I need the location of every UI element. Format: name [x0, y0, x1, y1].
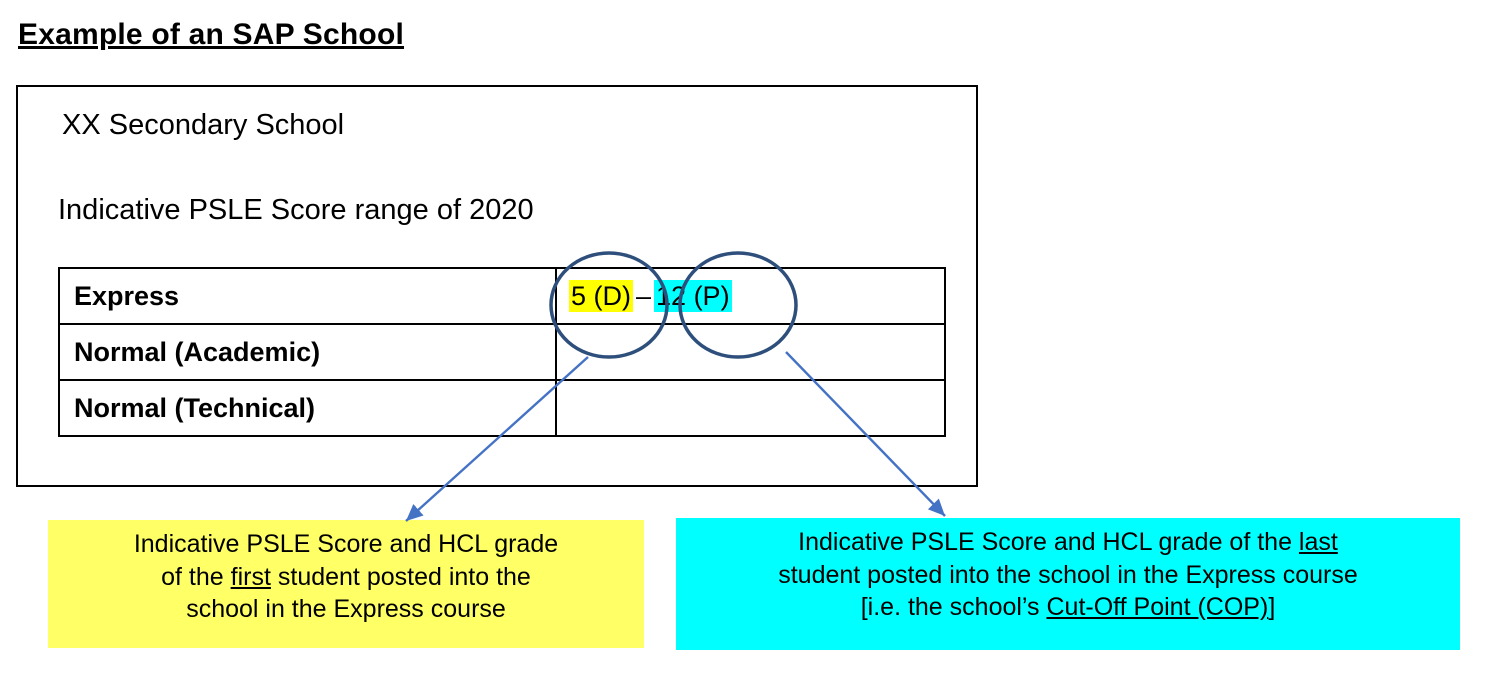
callout-last-line3-b: ]: [1268, 593, 1276, 621]
course-score-table: [58, 267, 946, 437]
score-range-label: Indicative PSLE Score range of 2020: [58, 194, 534, 226]
callout-last-emphasis: last: [1298, 528, 1338, 556]
callout-first-line2-a: of the: [161, 562, 231, 591]
callout-last-cop-term: Cut-Off Point (COP): [1046, 593, 1269, 621]
score-range-cell: [556, 380, 945, 436]
callout-last-line1-a: Indicative PSLE Score and HCL grade of the: [798, 528, 1299, 556]
table-row: [59, 380, 945, 436]
table-row: [59, 324, 945, 380]
score-high-value: 12 (P): [656, 280, 730, 311]
score-range-cell: [556, 324, 945, 380]
page-title: Example of an SAP School: [18, 18, 405, 51]
callout-first-line1: Indicative PSLE Score and HCL grade: [133, 530, 559, 558]
score-separator: –: [636, 280, 652, 311]
callout-first-student: [48, 520, 644, 648]
callout-last-student: [676, 518, 1460, 650]
table-row: [59, 268, 945, 324]
score-low-value: 5 (D): [571, 280, 631, 311]
course-name-cell: Express: [59, 268, 556, 324]
school-name: XX Secondary School: [62, 109, 345, 141]
school-info-box: [16, 85, 978, 487]
callout-first-line2-b: student posted into the: [270, 562, 531, 591]
callout-last-line2: student posted into the school in the Express course: [778, 560, 1358, 589]
callout-first-line3: school in the Express course: [186, 595, 506, 623]
callout-first-emphasis: first: [230, 562, 271, 591]
callout-last-line3-a: [i.e. the school’s: [860, 593, 1047, 621]
course-name-cell: Normal (Technical): [59, 380, 556, 436]
score-range-cell: [556, 268, 945, 324]
course-name-cell: Normal (Academic): [59, 324, 556, 380]
